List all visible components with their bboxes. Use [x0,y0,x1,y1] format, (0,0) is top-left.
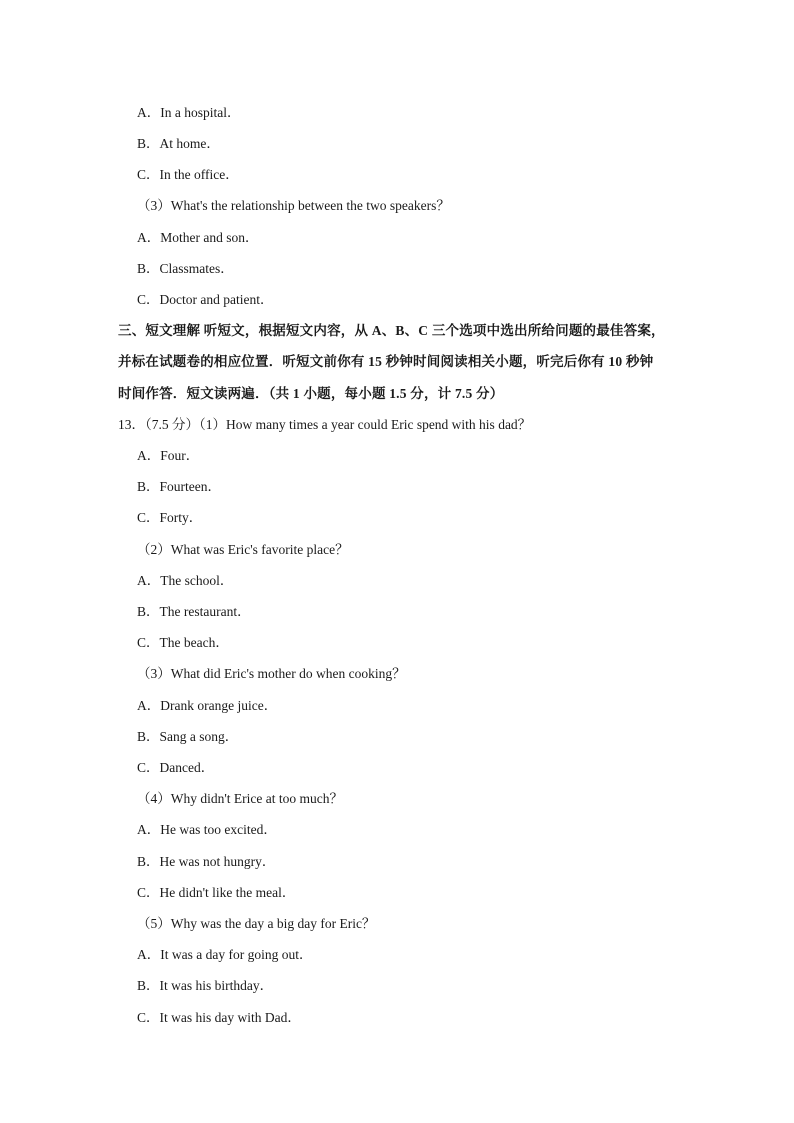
option-c-day-with-dad: C．It was his day with Dad． [137,1010,301,1025]
option-c-doctor-and-patient: C．Doctor and patient． [137,292,274,307]
section-3-heading-line-1: 三、短文理解 听短文，根据短文内容，从 A、B、C 三个选项中选出所给问题的最佳答案， [118,323,665,338]
section-3-heading-line-2: 并标在试题卷的相应位置．听短文前你有 15 秒钟时间阅读相关小题，听完后你有 10 秒钟 [118,354,654,369]
option-c-didnt-like-meal: C．He didn't like the meal． [137,885,296,900]
option-c-danced: C．Danced． [137,760,215,775]
option-a-in-a-hospital: A．In a hospital． [137,105,241,120]
section-3-heading-line-3: 时间作答．短文读两遍．（共 1 小题，每小题 1.5 分，计 7.5 分） [118,386,504,401]
question-13-3: （3）What did Eric's mother do when cooking？ [137,666,406,681]
question-13-2: （2）What was Eric's favorite place？ [137,542,349,557]
option-b-sang-a-song: B．Sang a song． [137,729,239,744]
option-a-drank-orange-juice: A．Drank orange juice． [137,698,278,713]
question-13-4: （4）Why didn't Erice at too much？ [137,791,344,806]
option-c-forty: C．Forty． [137,510,203,525]
option-b-not-hungry: B．He was not hungry． [137,854,276,869]
option-b-fourteen: B．Fourteen． [137,479,221,494]
question-13-5: （5）Why was the day a big day for Eric？ [137,916,376,931]
option-b-at-home: B．At home． [137,136,220,151]
option-c-the-beach: C．The beach． [137,635,229,650]
question-13-1: 13．（7.5 分）（1）How many times a year could Eric spend with his dad？ [118,417,532,432]
question-12-3: （3）What's the relationship between the two speakers？ [137,198,450,213]
option-a-the-school: A．The school． [137,573,234,588]
option-b-classmates: B．Classmates． [137,261,234,276]
option-b-the-restaurant: B．The restaurant． [137,604,251,619]
option-a-day-for-going-out: A．It was a day for going out． [137,947,313,962]
option-a-mother-and-son: A．Mother and son． [137,230,259,245]
option-a-too-excited: A．He was too excited． [137,822,277,837]
option-a-four: A．Four． [137,448,200,463]
option-b-his-birthday: B．It was his birthday． [137,978,274,993]
option-c-in-the-office: C．In the office． [137,167,239,182]
